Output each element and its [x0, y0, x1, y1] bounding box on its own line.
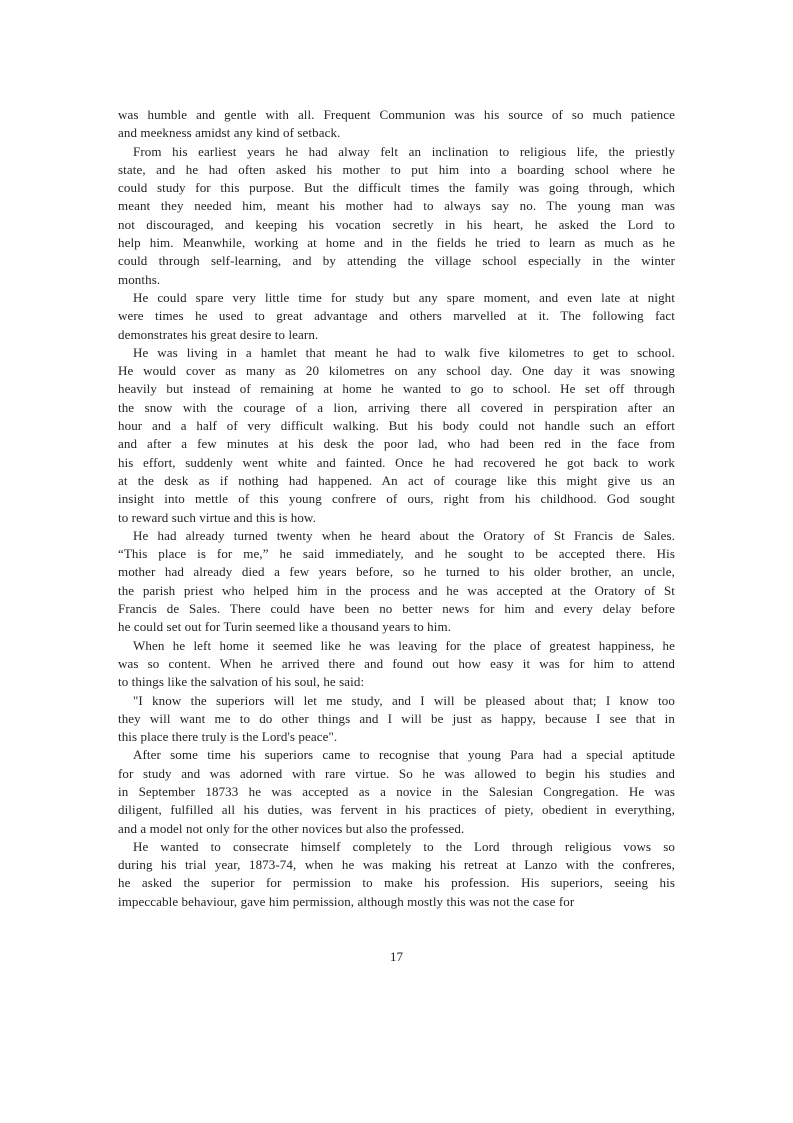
text-line: was so content. When he arrived there and found out how easy it was for him to attend	[118, 655, 675, 671]
text-line: to reward such virtue and this is how.	[118, 509, 316, 525]
text-line: Francis de Sales. There could have been no better news for him and every delay before	[118, 601, 675, 617]
text-line: they will want me to do other things and I will be just as happy, because I see that in	[118, 710, 675, 726]
text-line: the snow with the courage of a lion, arriving there all covered in perspiration after an	[118, 399, 675, 415]
text-line: He had already turned twenty when he heard about the Oratory of St Francis de Sales.	[133, 527, 675, 543]
paragraph	[118, 143, 675, 289]
text-line: could through self-learning, and by attending the village school especially in the winter	[118, 253, 675, 269]
text-line: months.	[118, 271, 161, 287]
paragraph	[118, 692, 675, 747]
text-line: diligent, fulfilled all his duties, was fervent in his practices of piety, obedient in everything,	[118, 802, 675, 818]
text-line: insight into mettle of this young confrere of ours, right from his childhood. God sought	[118, 491, 675, 507]
text-line: in September 18733 he was accepted as a novice in the Salesian Congregation. He was	[118, 783, 675, 799]
text-block	[118, 106, 675, 911]
paragraph	[118, 527, 675, 637]
text-line: to things like the salvation of his soul, he said:	[118, 674, 365, 690]
text-line: during his trial year, 1873-74, when he was making his retreat at Lanzo with the confreres,	[118, 857, 675, 873]
paragraph	[118, 344, 675, 527]
text-line: he asked the superior for permission to make his profession. His superiors, seeing his	[118, 875, 675, 891]
text-line: state, and he had often asked his mother to put him into a boarding school where he	[118, 161, 675, 177]
text-line: He could spare very little time for study but any spare moment, and even late at night	[133, 289, 675, 305]
text-line: meant they needed him, meant his mother had to always say no. The young man was	[118, 198, 675, 214]
text-line: From his earliest years he had alway felt an inclination to religious life, the priestly	[133, 143, 675, 159]
paragraph	[118, 637, 675, 692]
text-line: “This place is for me,” he said immediately, and he sought to be accepted there. His	[118, 546, 675, 562]
text-line: impeccable behaviour, gave him permission, although mostly this was not the case for	[118, 893, 575, 909]
text-line: the parish priest who helped him in the process and he was accepted at the Oratory of St	[118, 582, 675, 598]
text-line: After some time his superiors came to recognise that young Para had a special aptitude	[133, 747, 675, 763]
text-line: "I know the superiors will let me study, and I will be pleased about that; I know too	[133, 692, 675, 708]
text-line: he could set out for Turin seemed like a thousand years to him.	[118, 619, 452, 635]
text-line: When he left home it seemed like he was leaving for the place of greatest happiness, he	[133, 637, 675, 653]
text-line: mother had already died a few years before, so he turned to his older brother, an uncle,	[118, 564, 675, 580]
text-line: not discouraged, and keeping his vocation secretly in his heart, he asked the Lord to	[118, 216, 675, 232]
text-line: were times he used to great advantage and others marvelled at it. The following fact	[118, 308, 675, 324]
text-line: hour and a half of very difficult walking. But his body could not handle such an effort	[118, 418, 675, 434]
text-line: He wanted to consecrate himself completely to the Lord through religious vows so	[133, 838, 675, 854]
text-line: heavily but instead of remaining at home he wanted to go to school. He set off through	[118, 381, 675, 397]
text-line: help him. Meanwhile, working at home and in the fields he tried to learn as much as he	[118, 235, 675, 251]
page-number: 17	[390, 949, 403, 964]
text-line: this place there truly is the Lord's peace".	[118, 729, 338, 745]
text-line: and a model not only for the other novices but also the professed.	[118, 820, 465, 836]
text-line: and after a few minutes at his desk the poor lad, who had been red in the face from	[118, 436, 675, 452]
text-line: at the desk as if nothing had happened. An act of courage like this might give us an	[118, 472, 675, 488]
text-line: for study and was adorned with rare virtue. So he was allowed to begin his studies and	[118, 765, 675, 781]
paragraph	[118, 289, 675, 344]
text-line: He was living in a hamlet that meant he had to walk five kilometres to get to school.	[133, 344, 675, 360]
paragraph	[118, 838, 675, 911]
paragraph	[118, 106, 675, 143]
paragraph	[118, 746, 675, 837]
text-line: could study for this purpose. But the difficult times the family was going through, which	[118, 180, 675, 196]
text-line: was humble and gentle with all. Frequent Communion was his source of so much patience	[118, 107, 675, 122]
text-line: and meekness amidst any kind of setback.	[118, 125, 341, 141]
text-line: his effort, suddenly went white and fainted. Once he had recovered he got back to work	[118, 454, 675, 470]
text-line: demonstrates his great desire to learn.	[118, 326, 319, 342]
text-line: He would cover as many as 20 kilometres on any school day. One day it was snowing	[118, 363, 675, 379]
